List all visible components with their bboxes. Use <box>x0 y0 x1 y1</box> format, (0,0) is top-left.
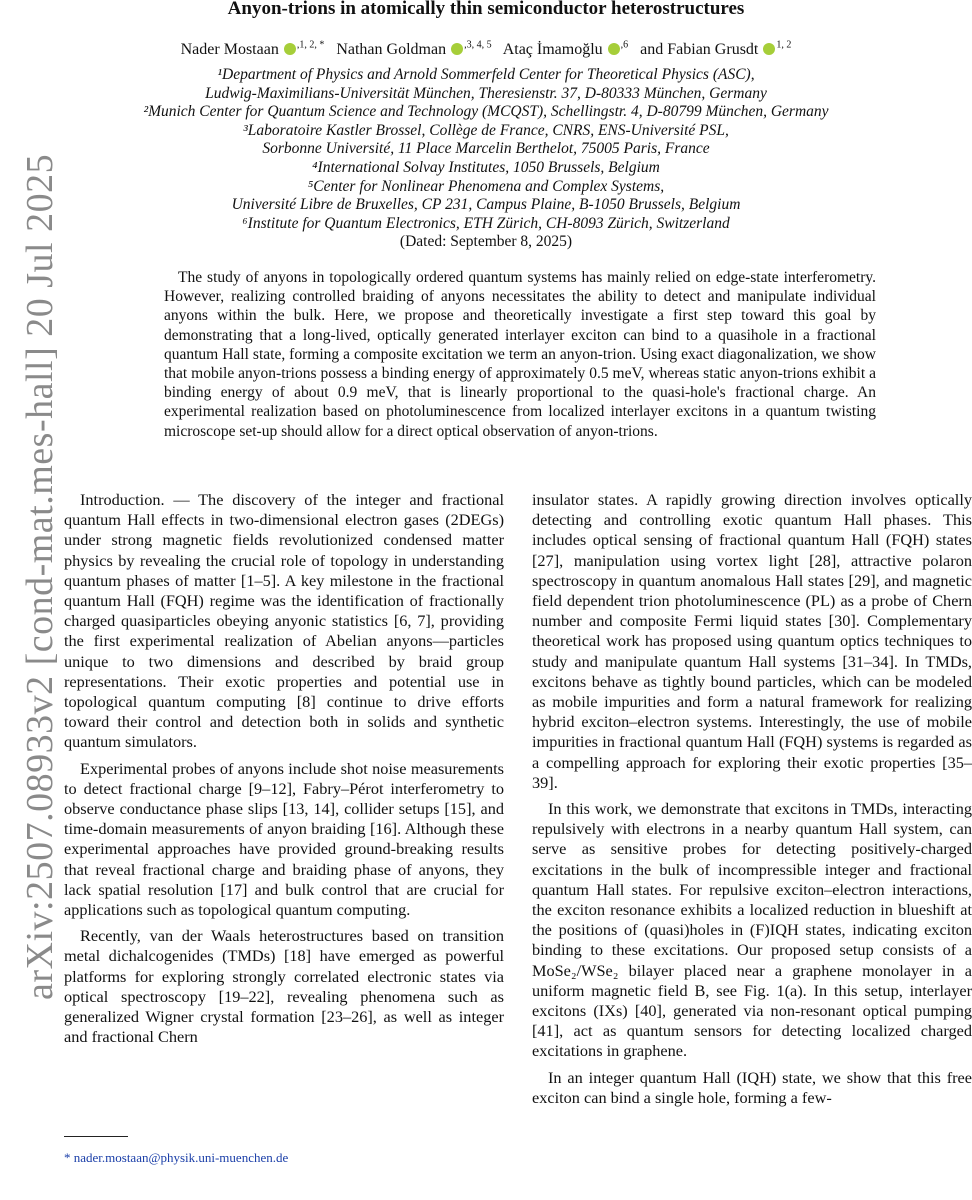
author-name: and Fabian Grusdt <box>640 41 759 59</box>
left-column <box>64 490 504 1047</box>
affiliation-line: Sorbonne Université, 11 Place Marcelin Berthelot, 75005 Paris, France <box>262 140 710 158</box>
affiliation-line: ⁵Center for Nonlinear Phenomena and Complex Systems, <box>307 177 665 195</box>
arxiv-stamp: arXiv:2507.08933v2 [cond-mat.mes-hall] 20 Jul 2025 <box>19 153 61 1000</box>
paragraph: Introduction. — The discovery of the integer and fractional quantum Hall effects in two-dimensional electron gases (2DEGs) under strong magnetic fields revolutionized condensed matter physics by revealing the crucial role of topology in understanding quantum phases of matter [1–5]. A key milestone in the fractional quantum Hall (FQH) regime was the identification of fractionally charged quasiparticles obeying anyonic statistics [6, 7], providing the first experimental realization of Abelian anyons—particles unique to two dimensions and described by braid group representations. Their exotic properties and potential use in topological quantum computing [8] continue to drive efforts toward their control and detection both in solids and synthetic quantum simulators. <box>64 490 504 752</box>
author-1[interactable] <box>181 41 325 58</box>
author-name: Nathan Goldman <box>336 41 447 59</box>
author-3[interactable] <box>503 41 628 58</box>
author-affil: ,1, 2, * <box>296 40 325 51</box>
affiliations <box>0 66 972 252</box>
dated-line: (Dated: September 8, 2025) <box>399 233 573 251</box>
affiliation-line: ²Munich Center for Quantum Science and Technology (MCQST), Schellingstr. 4, D-80799 München, Germany <box>143 103 829 121</box>
footnote-rule <box>64 1136 128 1137</box>
affiliation-line: ⁶Institute for Quantum Electronics, ETH Zürich, CH-8093 Zürich, Switzerland <box>242 214 730 232</box>
orcid-icon[interactable] <box>284 43 296 55</box>
author-affil: ,3, 4, 5 <box>464 40 492 51</box>
abstract: The study of anyons in topologically ordered quantum systems has mainly relied on edge-state interferometry. However, realizing controlled braiding of anyons necessitates the ability to detect and manipulate individual anyons within the bulk. Here, we propose and theoretically investigate a first step toward this goal by demonstrating that a long-lived, optically generated interlayer exciton can bind to a quasihole in a fractional quantum Hall state, forming a composite excitation we term an anyon-trion. Using exact diagonalization, we show that mobile anyon-trions possess a binding energy of approximately 0.5 meV, whereas static anyon-trions exhibit a binding energy of about 0.9 meV, that is linearly proportional to the quasi-hole's fractional charge. An experimental realization based on photoluminescence from localized interlayer excitons in a quantum twisting microscope set-up should allow for a direct optical observation of anyon-trions. <box>164 269 876 440</box>
author-affil: ,6 <box>620 40 629 51</box>
author-2[interactable] <box>336 41 491 58</box>
affiliation-line: Ludwig-Maximilians-Universität München, Theresienstr. 37, D-80333 München, Germany <box>205 84 767 102</box>
corresponding-email[interactable]: * nader.mostaan@physik.uni-muenchen.de <box>64 1150 289 1165</box>
paragraph: Recently, van der Waals heterostructures based on transition metal dichalcogenides (TMDs) [18] have emerged as powerful platforms for exploring strongly correlated electronic states via optical spectroscopy [19–22], revealing phenomena such as generalized Wigner crystal formation [23–26], as well as integer and fractional Chern <box>64 926 504 1047</box>
paragraph: In this work, we demonstrate that excitons in TMDs, interacting repulsively with electrons in a nearby quantum Hall system, can serve as sensitive probes for detecting positively-charged excitations in the bulk of incompressible integer and fractional quantum Hall states. For repulsive exciton–electron interactions, the exciton resonance exhibits a localized reduction in blueshift at the positions of (quasi)holes in (F)IQH states, indicating exciton binding to these excitations. Our proposed setup consists of a MoSe₂/WSe₂ bilayer placed near a graphene monolayer in a uniform magnetic field B, see Fig. 1(a). In this setup, interlayer excitons (IXs) [40], generated via non-resonant optical pumping [41], act as quantum sensors for detecting localized charged excitations in graphene. <box>532 799 972 1061</box>
paragraph: Experimental probes of anyons include shot noise measurements to detect fractional charge [9–12], Fabry–Pérot interferometry to observe conductance phase slips [13, 14], collider setups [15], and time-domain measurements of anyon braiding [16]. Although these experimental approaches have provided ground-breaking results that reveal fractional charge and braiding phase of anyons, they lack spatial resolution [17] and bulk control that are crucial for applications such as topological quantum computing. <box>64 758 504 920</box>
right-column <box>532 490 972 1108</box>
affiliation-line: ¹Department of Physics and Arnold Sommerfeld Center for Theoretical Physics (ASC), <box>217 66 755 83</box>
affiliation-line: ³Laboratoire Kastler Brossel, Collège de France, CNRS, ENS-Université PSL, <box>243 121 729 139</box>
paragraph: insulator states. A rapidly growing direction involves optically detecting and controlling exotic quantum Hall phases. This includes optical sensing of fractional quantum Hall (FQH) states [27], manipulation using vortex light [28], attractive polaron spectroscopy in quantum anomalous Hall states [29], and magnetic field dependent trion photoluminescence (PL) as a probe of Chern number and composite Fermi liquid states [30]. Complementary theoretical work has proposed using quantum optics techniques to study and manipulate quantum Hall systems [31–34]. In TMDs, excitons behave as tightly bound particles, which can be modeled as mobile impurities and form a natural framework for realizing hybrid exciton–electron systems. Interestingly, the use of mobile impurities in fractional quantum Hall (FQH) systems is regarded as a compelling approach for exploring their exotic properties [35–39]. <box>532 490 972 792</box>
affiliation-line: ⁴International Solvay Institutes, 1050 Brussels, Belgium <box>312 158 660 176</box>
author-name: Ataç İmamoğlu <box>502 41 603 59</box>
paragraph: In an integer quantum Hall (IQH) state, we show that this free exciton can bind a single hole, forming a few- <box>532 1067 972 1107</box>
author-4[interactable] <box>640 41 791 58</box>
author-name: Nader Mostaan <box>180 41 279 59</box>
paper-title: Anyon-trions in atomically thin semiconductor heterostructures <box>227 0 745 19</box>
orcid-icon[interactable] <box>451 43 463 55</box>
author-list <box>0 40 972 59</box>
author-affil: 1, 2 <box>776 40 792 51</box>
orcid-icon[interactable] <box>608 43 620 55</box>
affiliation-line: Université Libre de Bruxelles, CP 231, Campus Plaine, B-1050 Brussels, Belgium <box>231 196 741 214</box>
orcid-icon[interactable] <box>763 43 775 55</box>
